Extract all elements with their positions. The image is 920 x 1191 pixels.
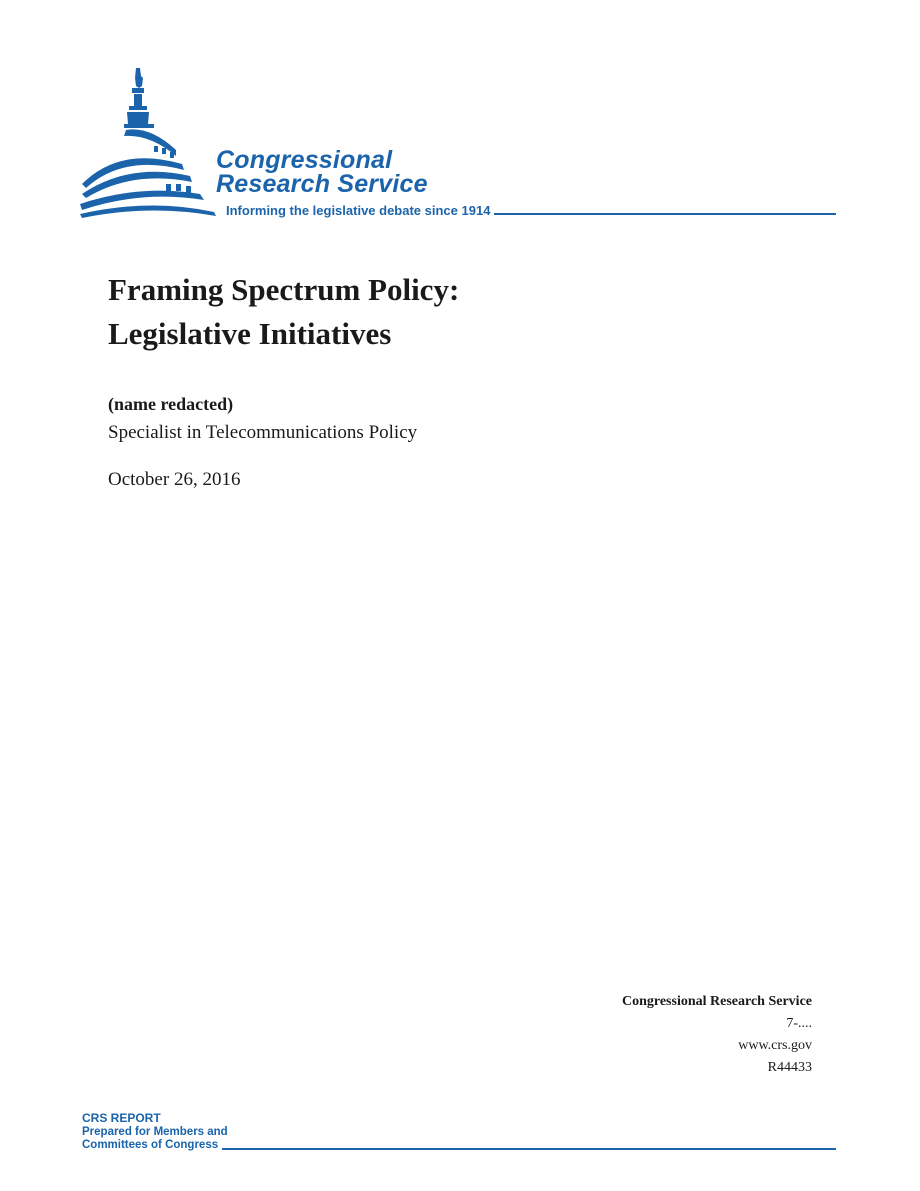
report-title-line2: Legislative Initiatives (108, 316, 392, 351)
logo-text-research-service: Research Service (216, 170, 428, 198)
logo-tagline: Informing the legislative debate since 1914 (226, 203, 491, 218)
author-role: Specialist in Telecommunications Policy (108, 422, 418, 443)
logo-tagline-row (226, 201, 836, 219)
footer-row3 (82, 1139, 836, 1153)
publisher-website: www.crs.gov (738, 1038, 812, 1053)
report-date: October 26, 2016 (108, 469, 241, 490)
footer-rule (222, 1148, 836, 1150)
report-title-line1: Framing Spectrum Policy: (108, 272, 460, 307)
report-title (108, 268, 748, 356)
header-rule (494, 213, 836, 215)
footer (82, 1112, 836, 1153)
footer-prepared-for: Prepared for Members and (82, 1125, 228, 1138)
publisher-code: 7-.... (786, 1016, 812, 1031)
author-name: (name redacted) (108, 394, 234, 414)
logo-text-congressional: Congressional (216, 146, 393, 174)
publisher-name: Congressional Research Service (621, 994, 812, 1009)
capitol-dome-icon (80, 66, 220, 218)
footer-committees: Committees of Congress (82, 1139, 219, 1151)
report-number: R44433 (767, 1060, 812, 1075)
footer-crs-report: CRS REPORT (82, 1111, 161, 1125)
publisher-block (622, 991, 812, 1079)
